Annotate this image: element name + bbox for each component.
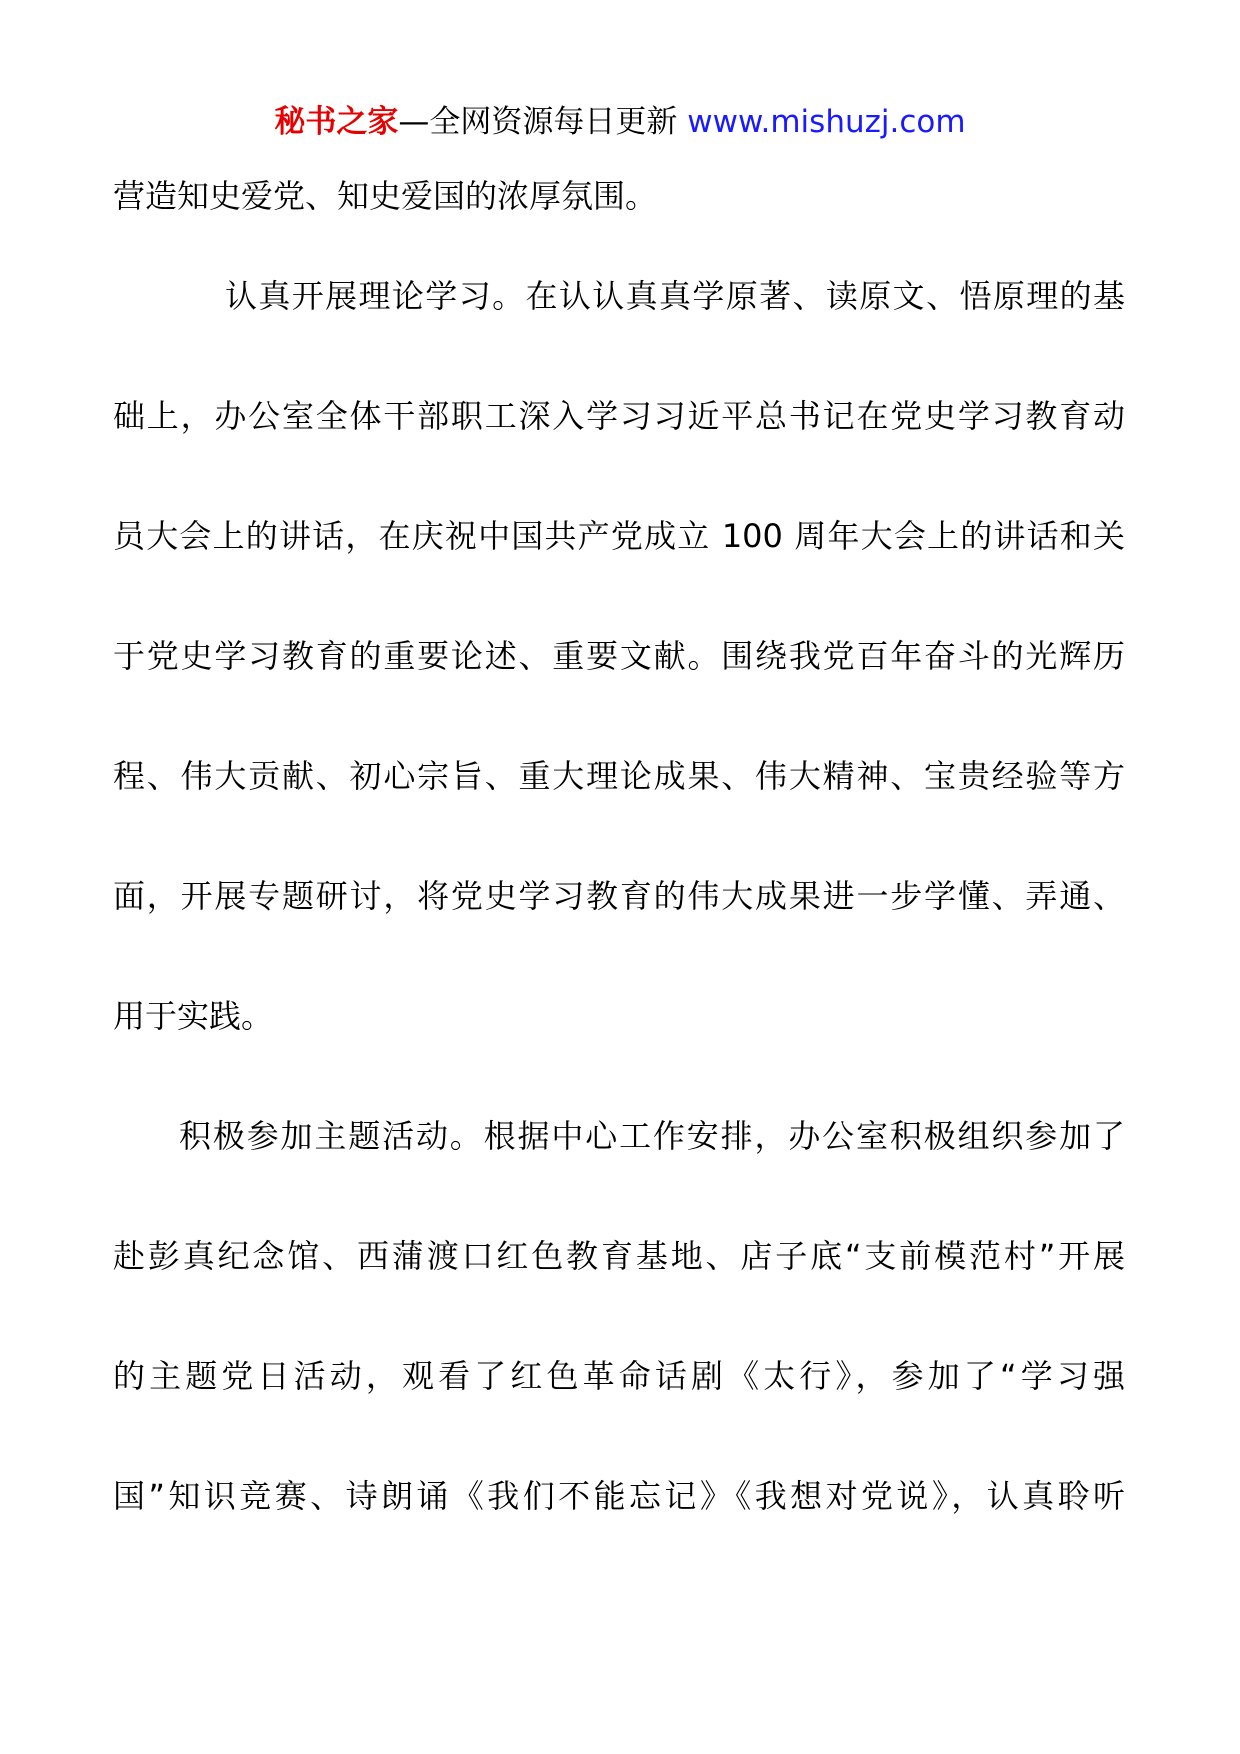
text-line: 程、伟大贡献、初心宗旨、重大理论成果、伟大精神、宝贵经验等方 [113, 757, 1125, 795]
text-line: 赴彭真纪念馆、西蒲渡口红色教育基地、店子底“支前模范村”开展 [113, 1237, 1125, 1275]
text-line: 面，开展专题研讨，将党史学习教育的伟大成果进一步学懂、弄通、 [113, 877, 1125, 915]
text-line: 于党史学习教育的重要论述、重要文献。围绕我党百年奋斗的光辉历 [113, 637, 1125, 675]
paragraph-start-line: 积极参加主题活动。根据中心工作安排，办公室积极组织参加了 [179, 1117, 1125, 1155]
page-header [0, 100, 1240, 144]
paragraph-start-line: 认真开展理论学习。在认认真真学原著、读原文、悟原理的基 [225, 277, 1125, 315]
text-line: 用于实践。 [113, 997, 274, 1035]
document-body [113, 164, 1125, 1584]
site-tagline: —全网资源每日更新 [398, 104, 678, 140]
text-line: 国”知识竞赛、诗朗诵《我们不能忘记》《我想对党说》，认真聆听 [113, 1477, 1125, 1515]
text-line: 员大会上的讲话，在庆祝中国共产党成立 100 周年大会上的讲话和关 [113, 517, 1125, 555]
text-line: 的主题党日活动，观看了红色革命话剧《太行》，参加了“学习强 [113, 1357, 1125, 1395]
text-line: 营造知史爱党、知史爱国的浓厚氛围。 [113, 177, 658, 215]
site-url-link[interactable]: www.mishuzj.com [687, 104, 966, 140]
site-brand: 秘书之家 [274, 104, 399, 140]
text-line: 础上，办公室全体干部职工深入学习习近平总书记在党史学习教育动 [113, 397, 1125, 435]
